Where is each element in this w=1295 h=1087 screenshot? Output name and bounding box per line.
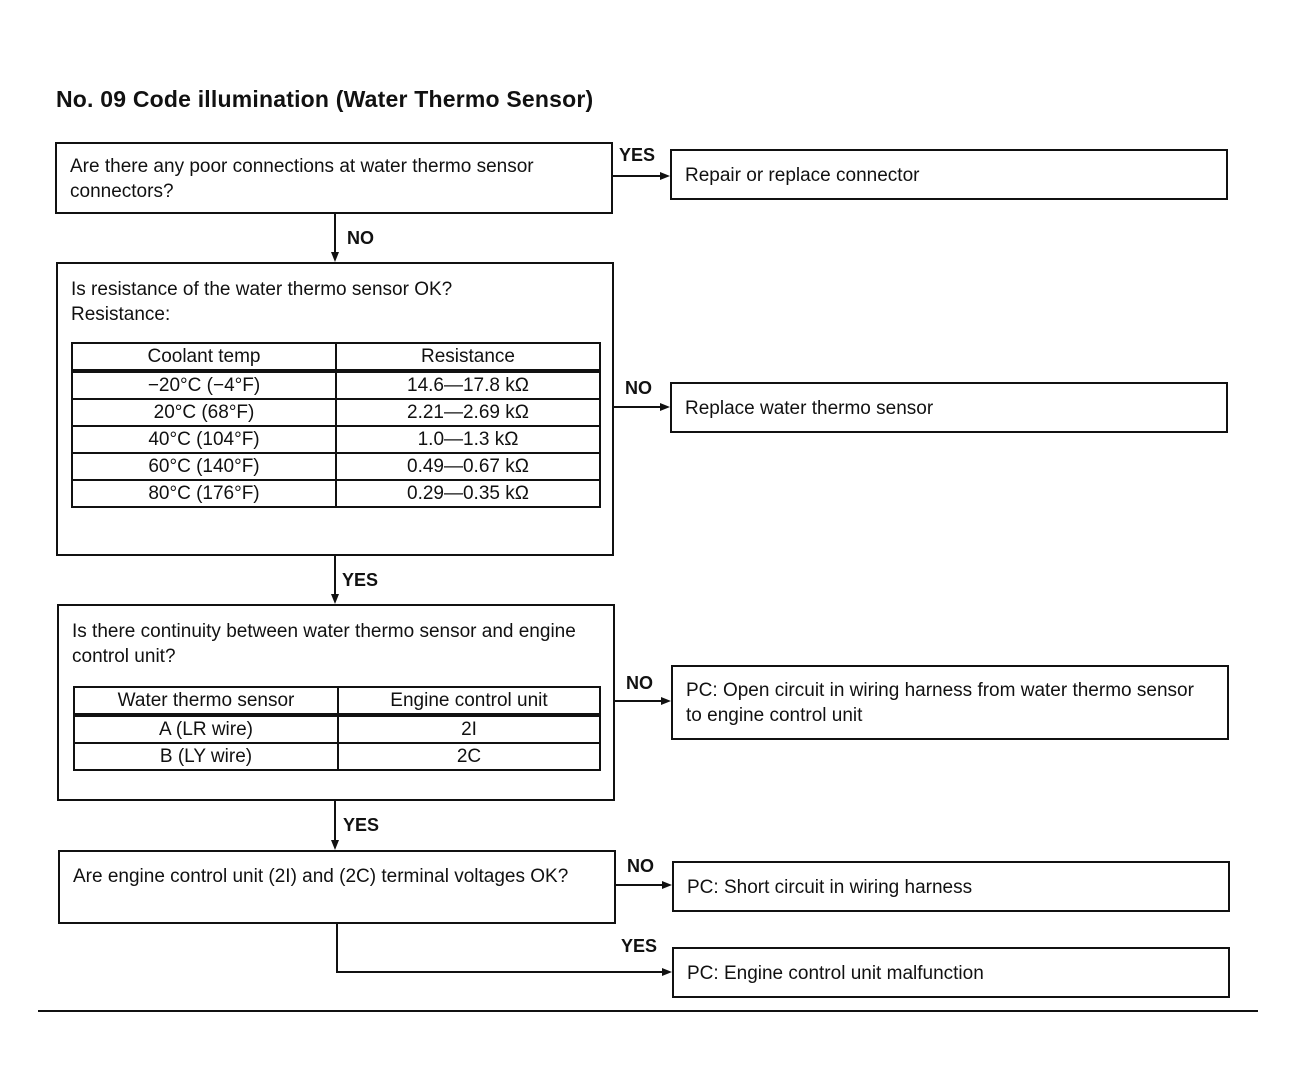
result-box-replace-sensor [670,382,1228,433]
table-cell: B (LY wire) [74,743,338,770]
arrowhead-down [331,840,339,850]
question-text: Are engine control unit (2I) and (2C) terminal voltages OK? [73,866,569,887]
branch-label-no: NO [626,673,653,693]
table-row [74,743,600,770]
question-box-connections [55,142,613,214]
table-cell: A (LR wire) [74,715,338,743]
resistance-table [71,342,601,508]
table-cell: 1.0—1.3 kΩ [336,426,600,453]
branch-label-yes: YES [619,145,656,165]
result-text: PC: Short circuit in wiring harness [687,877,973,898]
result-text: PC: Engine control unit malfunction [687,963,984,984]
branch-label-yes: YES [342,570,379,590]
table-header-row [74,687,600,715]
table-row [72,480,600,507]
arrowhead-right [660,172,670,180]
result-text: PC: Open circuit in wiring harness from water thermo sensor to engine control unit [686,680,1194,726]
branch-label-no: NO [627,856,654,876]
arrowhead-right [660,403,670,411]
question-text: Is there continuity between water thermo sensor and engine control unit? [72,621,576,667]
table-header: Resistance [336,343,600,371]
question-text: Is resistance of the water thermo sensor OK? [71,279,453,300]
table-header: Water thermo sensor [74,687,338,715]
arrowhead-right [661,697,671,705]
table-cell: 40°C (104°F) [72,426,336,453]
branch-label-no: NO [347,228,374,248]
table-cell: 0.49—0.67 kΩ [336,453,600,480]
resistance-subtitle: Resistance: [71,304,171,325]
arrowhead-down [331,594,339,604]
table-cell: 2C [338,743,600,770]
result-box-ecu-malfunction [672,947,1230,998]
table-cell: 0.29—0.35 kΩ [336,480,600,507]
table-cell: 80°C (176°F) [72,480,336,507]
question-box-continuity [57,604,615,801]
page-title: No. 09 Code illumination (Water Thermo Sensor) [56,86,594,112]
connector-q4-yes [337,924,666,972]
table-row [72,399,600,426]
question-box-resistance [56,262,614,556]
table-cell: 2.21—2.69 kΩ [336,399,600,426]
question-text: Are there any poor connections at water thermo sensor connectors? [70,156,534,202]
table-cell: 14.6—17.8 kΩ [336,371,600,399]
result-text: Repair or replace connector [685,165,920,186]
branch-label-no: NO [625,378,652,398]
table-cell: −20°C (−4°F) [72,371,336,399]
arrowhead-right [662,881,672,889]
table-header-row [72,343,600,371]
question-box-terminal-voltages [58,850,616,924]
table-header: Coolant temp [72,343,336,371]
arrowhead-down [331,252,339,262]
table-row [72,426,600,453]
table-header: Engine control unit [338,687,600,715]
result-box-open-circuit [671,665,1229,740]
continuity-table [73,686,601,771]
result-text: Replace water thermo sensor [685,398,934,419]
result-box-short-circuit [672,861,1230,912]
table-row [72,453,600,480]
table-cell: 2I [338,715,600,743]
table-row [72,371,600,399]
table-cell: 60°C (140°F) [72,453,336,480]
result-box-repair-connector [670,149,1228,200]
table-row [74,715,600,743]
table-cell: 20°C (68°F) [72,399,336,426]
branch-label-yes: YES [621,936,658,956]
branch-label-yes: YES [343,815,380,835]
arrowhead-right [662,968,672,976]
